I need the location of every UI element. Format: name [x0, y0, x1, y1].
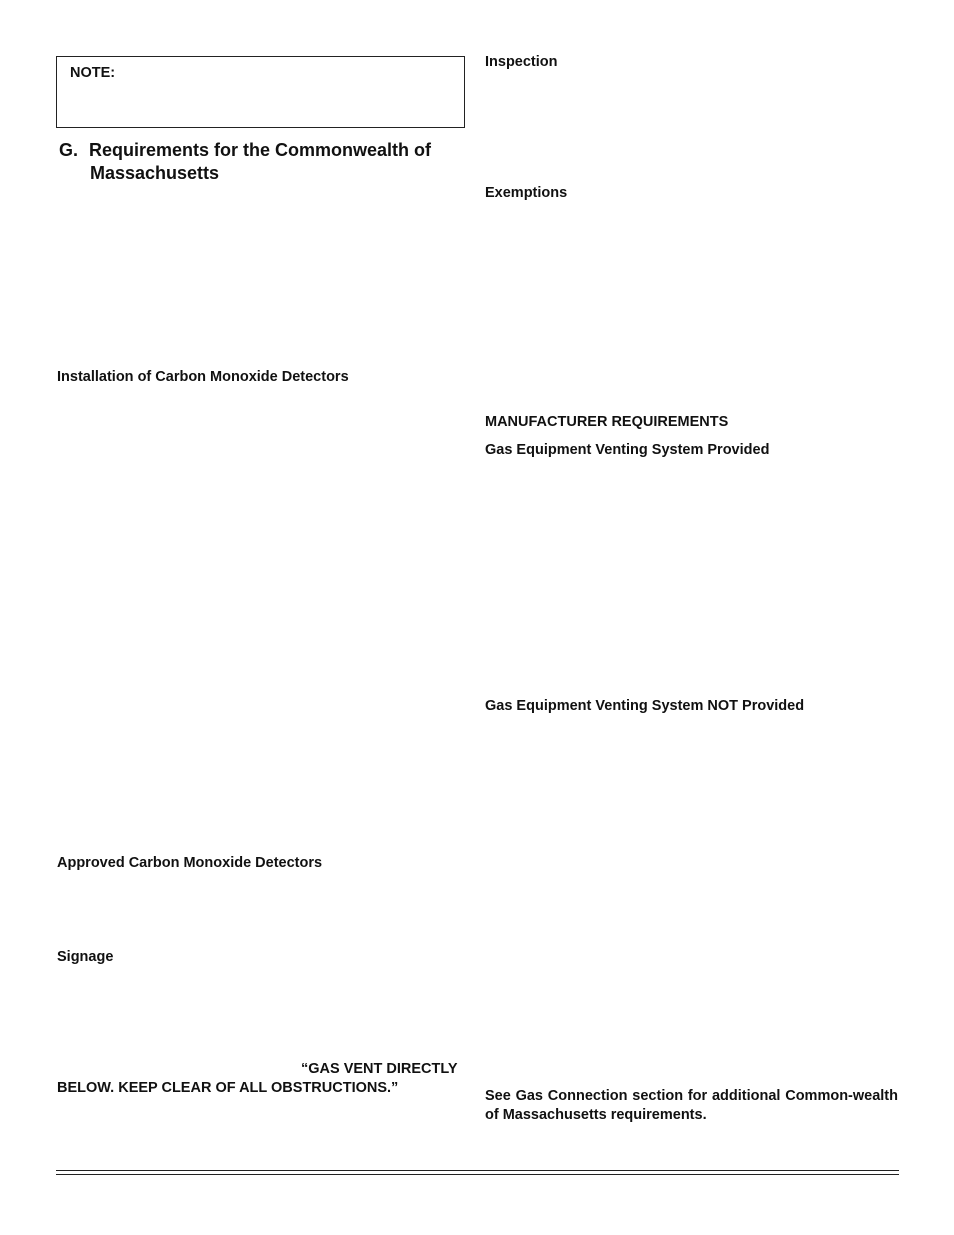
footer-rule-top	[56, 1170, 899, 1171]
exemptions-heading: Exemptions	[485, 185, 568, 201]
see-gas-connection-note: See Gas Connection section for additional Common-wealth of Massachusetts requirements.	[485, 1088, 898, 1123]
installation-heading: Installation of Carbon Monoxide Detectors	[57, 369, 349, 385]
manufacturer-requirements-heading: MANUFACTURER REQUIREMENTS	[485, 414, 729, 430]
note-box	[56, 56, 465, 128]
sign-text-line2: BELOW. KEEP CLEAR OF ALL OBSTRUCTIONS.”	[57, 1080, 399, 1096]
venting-provided-heading: Gas Equipment Venting System Provided	[485, 442, 770, 458]
approved-detectors-heading: Approved Carbon Monoxide Detectors	[57, 855, 323, 871]
section-letter: G.	[59, 140, 79, 160]
section-title-line1: Requirements for the Commonwealth of	[89, 140, 432, 160]
section-title-line2: Massachusetts	[90, 163, 220, 183]
footer-rule-bottom	[56, 1174, 899, 1175]
inspection-heading: Inspection	[485, 54, 558, 70]
signage-heading: Signage	[57, 949, 114, 965]
sign-text-line1: “GAS VENT DIRECTLY	[301, 1061, 458, 1077]
note-label: NOTE:	[70, 65, 116, 81]
venting-not-provided-heading: Gas Equipment Venting System NOT Provided	[485, 698, 805, 714]
section-g-heading	[59, 139, 459, 185]
